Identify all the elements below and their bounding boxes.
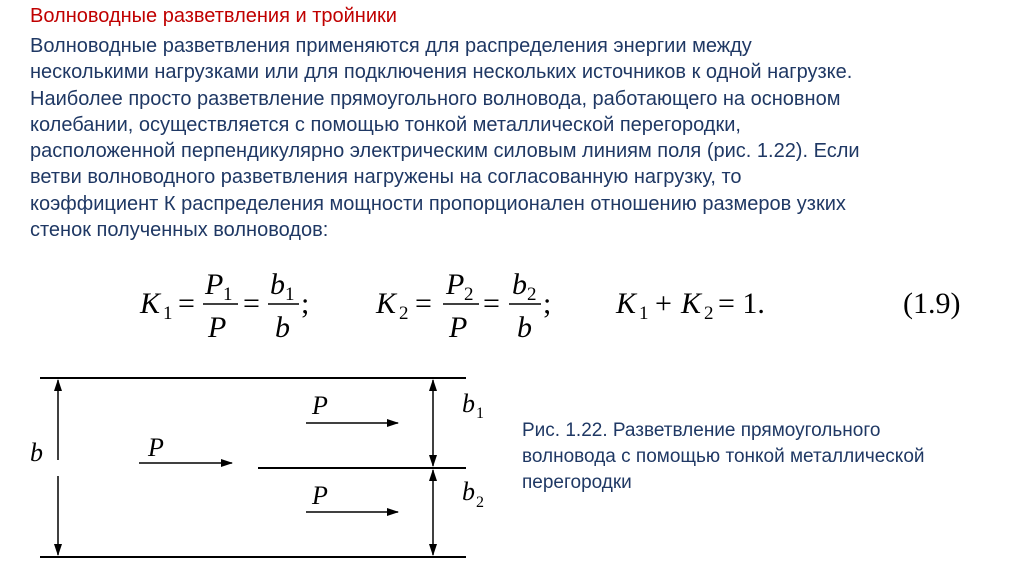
formula-p-denominator: P — [449, 311, 468, 342]
formula-1-9 — [0, 262, 1024, 342]
label-b1: b — [462, 389, 475, 418]
formula-p2-numerator: P — [446, 268, 465, 301]
waveguide-diagram — [0, 360, 520, 576]
paragraph-line: стенок полученных волноводов: — [30, 219, 329, 242]
caption-line: волновода с помощью тонкой металлической — [522, 446, 925, 467]
figure-caption — [522, 418, 1022, 496]
paragraph-line: ветви волноводного разветвления нагружены на согласованную нагрузку, то — [30, 166, 742, 189]
formula-k2-symbol: K — [681, 287, 702, 320]
formula-b2-numerator: b — [512, 268, 527, 301]
body-paragraph — [30, 33, 1015, 243]
formula-b1-subscript: 1 — [285, 284, 295, 305]
label-b: b — [30, 438, 43, 467]
label-b2: b — [462, 477, 475, 506]
formula-k1-symbol: K — [616, 287, 637, 320]
paragraph-line: расположенной перпендикулярно электрическим силовым линиям поля (рис. 1.22). Если — [30, 140, 860, 163]
formula-equals: = — [243, 287, 260, 320]
formula-plus: + — [655, 287, 672, 320]
formula-equals: = — [178, 287, 195, 320]
formula-k1 — [139, 268, 309, 342]
formula-k2-symbol: K — [376, 287, 397, 320]
label-b1-subscript: 1 — [476, 405, 484, 422]
formula-p-denominator: P — [208, 311, 227, 342]
formula-number: (1.9) — [903, 287, 961, 320]
paragraph-line: колебании, осуществляется с помощью тонкой металлической перегородки, — [30, 113, 741, 136]
formula-sum-rhs: = 1. — [718, 287, 765, 320]
formula-k1-subscript: 1 — [639, 303, 649, 324]
paragraph-line: несколькими нагрузками или для подключения нескольких источников к одной нагрузке. — [30, 61, 853, 84]
formula-p1-subscript: 1 — [223, 284, 233, 305]
formula-b1-numerator: b — [270, 268, 285, 301]
formula-b-denominator: b — [275, 311, 290, 342]
formula-p1-numerator: P — [205, 268, 224, 301]
formula-sum — [615, 287, 765, 324]
label-p-upper: P — [312, 391, 328, 420]
paragraph-line: Волноводные разветвления применяются для распределения энергии между — [30, 35, 752, 57]
formula-equals: = — [415, 287, 432, 320]
slide-title: Волноводные разветвления и тройники — [30, 5, 397, 27]
formula-k2 — [375, 268, 551, 342]
caption-line: Рис. 1.22. Разветвление прямоугольного — [522, 420, 881, 441]
formula-k1-subscript: 1 — [163, 303, 173, 324]
caption-line: перегородки — [522, 472, 632, 493]
formula-semicolon: ; — [543, 287, 552, 320]
formula-b2-subscript: 2 — [527, 284, 537, 305]
paragraph-line: Наиболее просто разветвление прямоугольного волновода, работающего на основном — [30, 87, 841, 110]
formula-k2-subscript: 2 — [704, 303, 714, 324]
label-p-incoming: P — [148, 433, 164, 462]
paragraph-line: коэффициент К распределения мощности пропорционален отношению размеров узких — [30, 192, 846, 215]
formula-k1-symbol: K — [140, 287, 161, 320]
formula-equals: = — [483, 287, 500, 320]
formula-semicolon: ; — [301, 287, 310, 320]
formula-p2-subscript: 2 — [464, 284, 474, 305]
label-b2-subscript: 2 — [476, 494, 484, 511]
label-p-lower: P — [312, 481, 328, 510]
formula-k2-subscript: 2 — [399, 303, 409, 324]
formula-b-denominator: b — [517, 311, 532, 342]
